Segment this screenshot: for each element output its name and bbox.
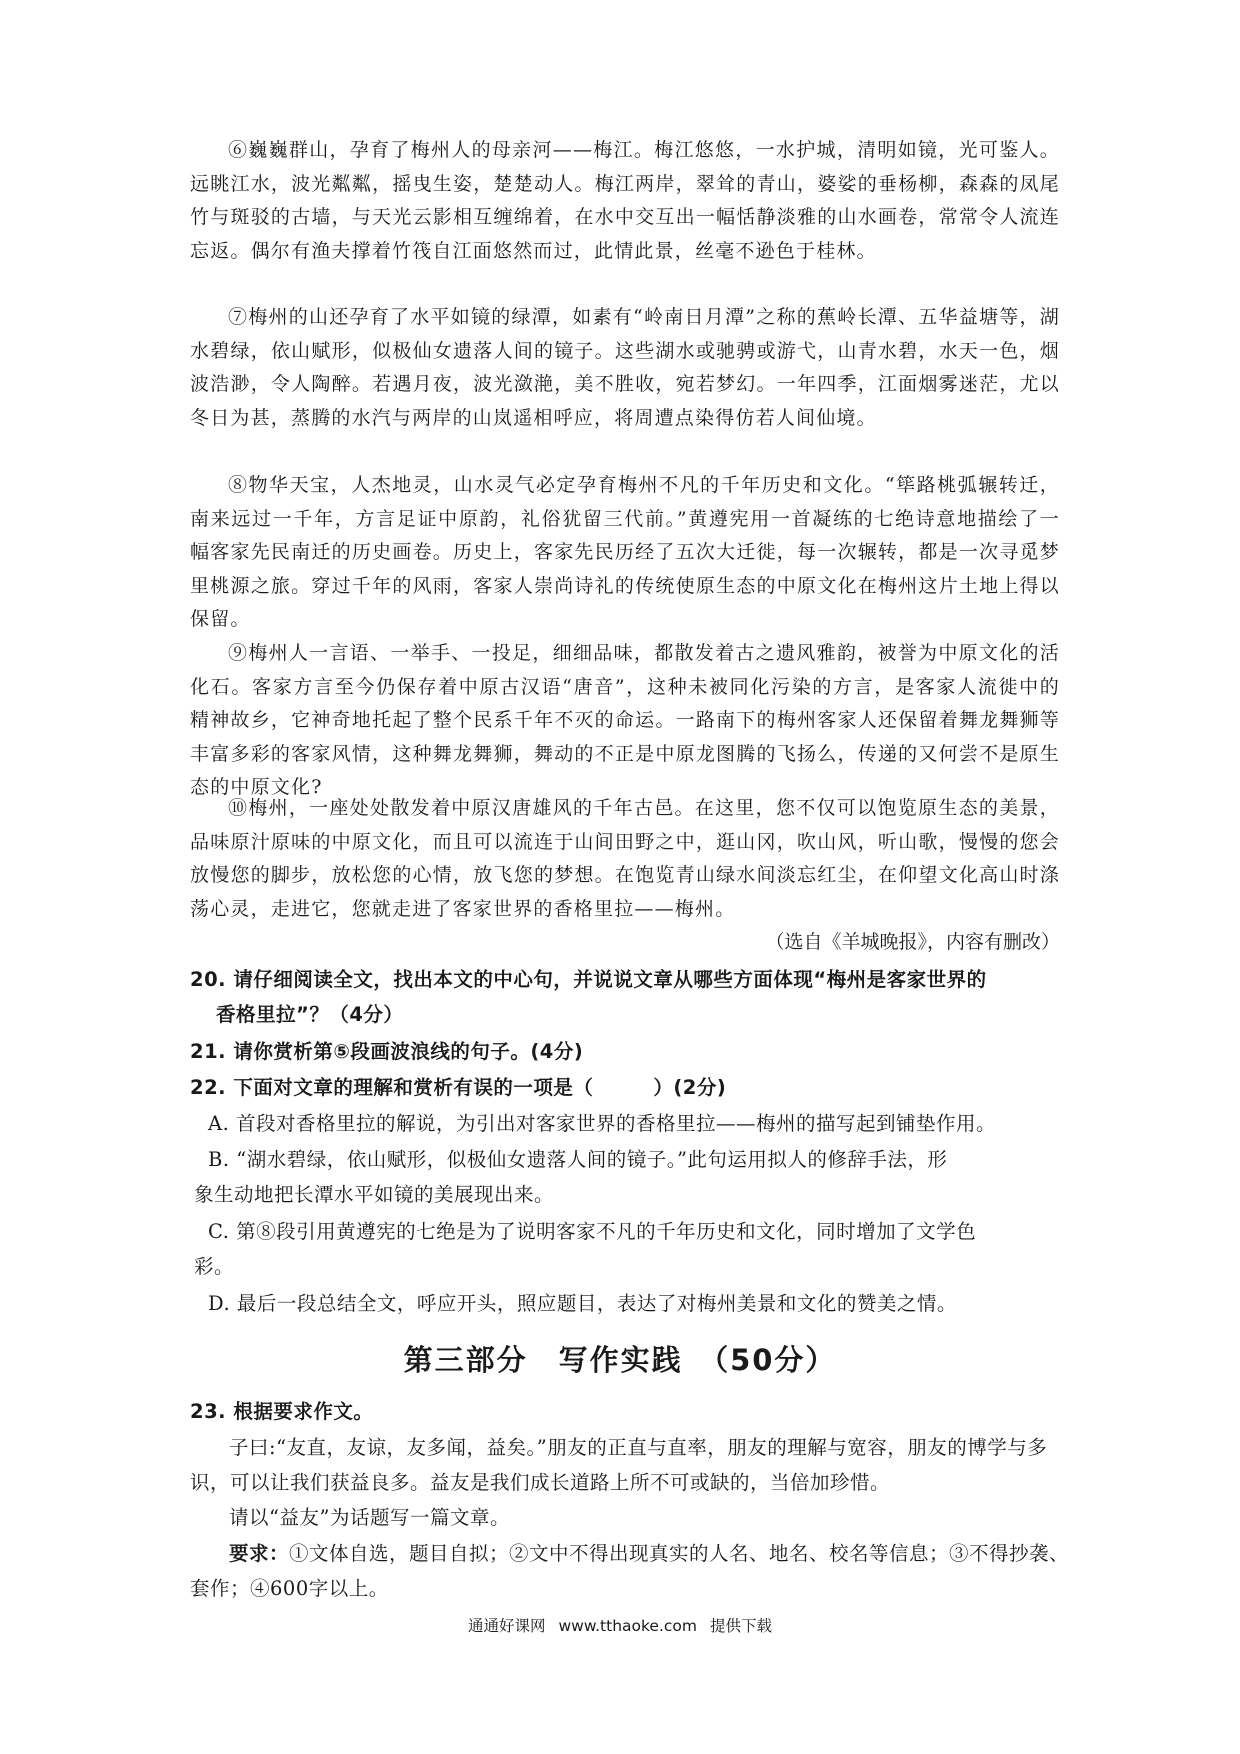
section-3-title: 第三部分 写作实践 （50分）: [403, 1343, 837, 1377]
option-b: [190, 1142, 1070, 1212]
requirements-label: 要求：: [229, 1542, 290, 1565]
option-c-line1: C. 第⑧段引用黄遵宪的七绝是为了说明客家不凡的千年历史和文化，同时增加了文学色: [208, 1220, 977, 1243]
article-paragraph-7: ⑦梅州的山还孕育了水平如镜的绿潭，如素有“岭南日月潭”之称的蕉岭长潭、五华益塘等，湖水碧绿，依山赋形，似极仙女遗落人间的镜子。这些湖水或驰骋或游弋，山青水碧，水天一色，烟波浩渺，令人陶醉。若遇月夜，波光潋滟，美不胜收，宛若梦幻。一年四季，江面烟雾迷茫，尤以冬日为甚，蒸腾的水汽与两岸的山岚遥相呼应，将周遭点染得仿若人间仙境。: [190, 306, 1060, 429]
article-source: （选自《羊城晚报》，内容有删改）: [765, 931, 1060, 953]
page-footer: [0, 1614, 1240, 1638]
option-d-text: D. 最后一段总结全文，呼应开头，照应题目，表达了对梅州美景和文化的赞美之情。: [208, 1292, 957, 1315]
option-c-line2: 彩。: [194, 1255, 235, 1278]
essay-topic: 请以“益友”为话题写一篇文章。: [229, 1506, 510, 1529]
article-paragraph-9: ⑨梅州人一言语、一举手、一投足，细细品味，都散发着古之遗风雅韵，被誉为中原文化的活化石。客家方言至今仍保存着中原古汉语“唐音”，这种未被同化污染的方言，是客家人流徙中的精神故乡，它神奇地托起了整个民系千年不灭的命运。一路南下的梅州客家人还保留着舞龙舞狮等丰富多彩的客家风情，这种舞龙舞狮，舞动的不正是中原龙图腾的飞扬么，传递的又何尝不是原生态的中原文化?: [190, 642, 1060, 798]
question-21: 21. 请你赏析第⑤段画波浪线的句子。(4分): [190, 1040, 584, 1063]
essay-requirements: [190, 1536, 1070, 1606]
essay-prompt: 子曰:“友直，友谅，友多闻，益矣。”朋友的正直与直率，朋友的理解与宽容，朋友的博学与多识，可以让我们获益良多。益友是我们成长道路上所不可或缺的，当倍加珍惜。: [190, 1436, 1048, 1494]
footer-url: www.tthaoke.com: [558, 1617, 697, 1635]
question-20-line2: 香格里拉”？（4分）: [216, 1003, 404, 1026]
footer-suffix: 提供下载: [709, 1617, 772, 1635]
option-a-text: A. 首段对香格里拉的解说，为引出对客家世界的香格里拉——梅州的描写起到铺垫作用。: [208, 1112, 996, 1135]
option-b-line2: 象生动地把长潭水平如镜的美展现出来。: [194, 1183, 555, 1206]
article-paragraph-6: ⑥巍巍群山，孕育了梅州人的母亲河——梅江。梅江悠悠，一水护城，清明如镜，光可鉴人。远眺江水，波光粼粼，摇曳生姿，楚楚动人。梅江两岸，翠耸的青山，婆娑的垂杨柳，森森的凤尾竹与斑驳的古墙，与天光云影相互缠绵着，在水中交互出一幅恬静淡雅的山水画卷，常常令人流连忘返。偶尔有渔夫撑着竹筏自江面悠然而过，此情此景，丝毫不逊色于桂林。: [190, 139, 1060, 262]
footer-site-name: 通通好课网: [468, 1617, 546, 1635]
option-b-line1: B. “湖水碧绿，依山赋形，似极仙女遗落人间的镜子。”此句运用拟人的修辞手法，形: [208, 1148, 948, 1171]
option-c: [190, 1214, 1070, 1284]
question-20-line1: 20. 请仔细阅读全文，找出本文的中心句，并说说文章从哪些方面体现“梅州是客家世界的: [190, 968, 987, 991]
requirements-text: ①文体自选，题目自拟；②文中不得出现真实的人名、地名、校名等信息；③不得抄袭、套作；④600字以上。: [190, 1542, 1070, 1600]
question-20: [190, 962, 1070, 1032]
option-d: [190, 1286, 1070, 1321]
option-a: [190, 1106, 1070, 1141]
question-22: 22. 下面对文章的理解和赏析有误的一项是（ ）(2分): [190, 1076, 727, 1099]
article-paragraph-8: ⑧物华天宝，人杰地灵，山水灵气必定孕育梅州不凡的千年历史和文化。“筚路桃弧辗转迁，南来远过一千年，方言足证中原韵，礼俗犹留三代前。”黄遵宪用一首凝练的七绝诗意地描绘了一幅客家先民南迁的历史画卷。历史上，客家先民历经了五次大迁徙，每一次辗转，都是一次寻觅梦里桃源之旅。穿过千年的风雨，客家人崇尚诗礼的传统使原生态的中原文化在梅州这片土地上得以保留。: [190, 474, 1060, 630]
question-23: 23. 根据要求作文。: [190, 1400, 374, 1423]
article-paragraph-10: ⑩梅州，一座处处散发着中原汉唐雄风的千年古邑。在这里，您不仅可以饱览原生态的美景，品味原汁原味的中原文化，而且可以流连于山间田野之中，逛山冈，吹山风，听山歌，慢慢的您会放慢您的脚步，放松您的心情，放飞您的梦想。在饱览青山绿水间淡忘红尘，在仰望文化高山时涤荡心灵，走进它，您就走进了客家世界的香格里拉——梅州。: [190, 797, 1060, 920]
